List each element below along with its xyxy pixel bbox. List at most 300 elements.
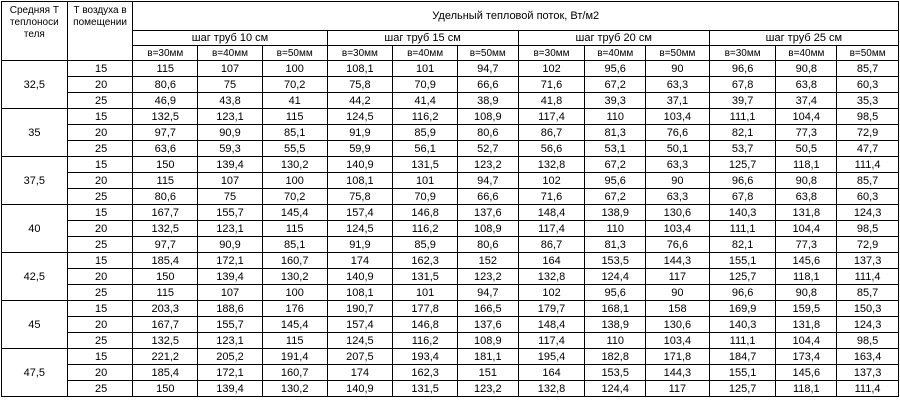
heat-flux-value-cell: 172,1 (198, 253, 263, 269)
heat-flux-value-cell: 158 (646, 301, 710, 317)
heat-flux-value-cell: 115 (133, 173, 198, 189)
heat-flux-value-cell: 150,3 (837, 301, 899, 317)
heat-flux-value-cell: 76,6 (646, 125, 710, 141)
heat-flux-value-cell: 145,6 (776, 253, 837, 269)
heat-flux-value-cell: 193,4 (393, 349, 458, 365)
heat-flux-value-cell: 80,6 (457, 125, 518, 141)
heat-flux-value-cell: 137,6 (457, 317, 518, 333)
heat-flux-value-cell: 63,6 (133, 141, 198, 157)
header-coolant-temperature: Средняя Т теплоноси теля (2, 2, 68, 61)
heat-flux-value-cell: 140,9 (327, 157, 393, 173)
header-thickness-40: в=40мм (776, 46, 837, 61)
heat-flux-value-cell: 155,7 (198, 317, 263, 333)
heat-flux-value-cell: 115 (133, 61, 198, 77)
heat-flux-value-cell: 117,4 (518, 109, 585, 125)
heat-flux-value-cell: 146,8 (393, 205, 458, 221)
header-row-thickness (2, 46, 899, 61)
heat-flux-value-cell: 60,3 (837, 77, 899, 93)
heat-flux-value-cell: 66,6 (457, 77, 518, 93)
heat-flux-value-cell: 118,1 (776, 157, 837, 173)
heat-flux-value-cell: 63,3 (646, 189, 710, 205)
heat-flux-value-cell: 77,3 (776, 237, 837, 253)
air-temperature-cell: 20 (67, 221, 133, 237)
heat-flux-value-cell: 90 (646, 61, 710, 77)
table-row (2, 77, 899, 93)
header-thickness-50: в=50мм (646, 46, 710, 61)
header-thickness-40: в=40мм (393, 46, 458, 61)
heat-flux-value-cell: 125,7 (709, 381, 776, 397)
heat-flux-value-cell: 103,4 (646, 221, 710, 237)
table-row (2, 189, 899, 205)
heat-flux-value-cell: 145,4 (262, 317, 327, 333)
heat-flux-value-cell: 116,2 (393, 333, 458, 349)
heat-flux-value-cell: 117 (646, 381, 710, 397)
heat-flux-value-cell: 59,9 (327, 141, 393, 157)
heat-flux-value-cell: 140,3 (709, 317, 776, 333)
table-row (2, 157, 899, 173)
heat-flux-value-cell: 70,9 (393, 77, 458, 93)
heat-flux-value-cell: 168,1 (585, 301, 646, 317)
heat-flux-value-cell: 63,8 (776, 77, 837, 93)
heat-flux-value-cell: 75 (198, 77, 263, 93)
heat-flux-value-cell: 103,4 (646, 333, 710, 349)
heat-flux-value-cell: 60,3 (837, 189, 899, 205)
heat-flux-value-cell: 100 (262, 173, 327, 189)
heat-flux-value-cell: 166,5 (457, 301, 518, 317)
heat-flux-value-cell: 191,4 (262, 349, 327, 365)
heat-flux-value-cell: 85,1 (262, 237, 327, 253)
heat-flux-value-cell: 176 (262, 301, 327, 317)
heat-flux-value-cell: 110 (585, 333, 646, 349)
heat-flux-value-cell: 203,3 (133, 301, 198, 317)
heat-flux-value-cell: 132,8 (518, 269, 585, 285)
heat-flux-value-cell: 164 (518, 365, 585, 381)
header-pipe-step-15: шаг труб 15 см (327, 31, 518, 46)
heat-flux-value-cell: 130,2 (262, 381, 327, 397)
table-row (2, 269, 899, 285)
heat-flux-value-cell: 169,9 (709, 301, 776, 317)
heat-flux-value-cell: 130,6 (646, 205, 710, 221)
heat-flux-value-cell: 108,1 (327, 285, 393, 301)
heat-flux-value-cell: 172,1 (198, 365, 263, 381)
heat-flux-value-cell: 150 (133, 157, 198, 173)
heat-flux-value-cell: 205,2 (198, 349, 263, 365)
heat-flux-value-cell: 148,4 (518, 205, 585, 221)
heat-flux-value-cell: 70,9 (393, 189, 458, 205)
air-temperature-cell: 15 (67, 253, 133, 269)
heat-flux-value-cell: 140,3 (709, 205, 776, 221)
header-pipe-step-25: шаг труб 25 см (709, 31, 898, 46)
heat-flux-value-cell: 124,4 (585, 269, 646, 285)
air-temperature-cell: 20 (67, 365, 133, 381)
air-temperature-cell: 25 (67, 333, 133, 349)
heat-flux-value-cell: 108,9 (457, 221, 518, 237)
heat-flux-value-cell: 138,9 (585, 205, 646, 221)
header-thickness-50: в=50мм (457, 46, 518, 61)
heat-flux-value-cell: 115 (262, 109, 327, 125)
heat-flux-value-cell: 98,5 (837, 109, 899, 125)
heat-flux-value-cell: 67,8 (709, 189, 776, 205)
table-row (2, 93, 899, 109)
heat-flux-value-cell: 104,4 (776, 221, 837, 237)
air-temperature-cell: 20 (67, 77, 133, 93)
heat-flux-value-cell: 151 (457, 365, 518, 381)
table-row (2, 237, 899, 253)
heat-flux-value-cell: 123,1 (198, 221, 263, 237)
heat-flux-value-cell: 115 (262, 221, 327, 237)
heat-flux-value-cell: 207,5 (327, 349, 393, 365)
heat-flux-value-cell: 104,4 (776, 109, 837, 125)
heat-flux-value-cell: 85,9 (393, 237, 458, 253)
table-row (2, 381, 899, 397)
table-row (2, 301, 899, 317)
air-temperature-cell: 15 (67, 349, 133, 365)
heat-flux-value-cell: 162,3 (393, 253, 458, 269)
heat-flux-value-cell: 82,1 (709, 237, 776, 253)
coolant-temperature-cell: 45 (2, 301, 68, 349)
heat-flux-value-cell: 118,1 (776, 269, 837, 285)
heat-flux-value-cell: 182,8 (585, 349, 646, 365)
heat-flux-value-cell: 152 (457, 253, 518, 269)
heat-flux-value-cell: 50,1 (646, 141, 710, 157)
heat-flux-value-cell: 80,6 (133, 77, 198, 93)
heat-flux-value-cell: 67,2 (585, 189, 646, 205)
heat-flux-value-cell: 195,4 (518, 349, 585, 365)
heat-flux-value-cell: 63,3 (646, 157, 710, 173)
heat-flux-value-cell: 137,3 (837, 253, 899, 269)
heat-flux-value-cell: 98,5 (837, 221, 899, 237)
coolant-temperature-cell: 42,5 (2, 253, 68, 301)
heat-flux-value-cell: 111,1 (709, 333, 776, 349)
heat-flux-value-cell: 86,7 (518, 125, 585, 141)
heat-flux-value-cell: 90 (646, 285, 710, 301)
heat-flux-value-cell: 144,3 (646, 365, 710, 381)
coolant-temperature-cell: 40 (2, 205, 68, 253)
heat-flux-value-cell: 55,5 (262, 141, 327, 157)
header-thickness-30: в=30мм (518, 46, 585, 61)
air-temperature-cell: 15 (67, 157, 133, 173)
heat-flux-value-cell: 75,8 (327, 189, 393, 205)
heat-flux-value-cell: 131,5 (393, 157, 458, 173)
heat-flux-value-cell: 164 (518, 253, 585, 269)
heat-flux-value-cell: 123,2 (457, 269, 518, 285)
heat-flux-value-cell: 131,8 (776, 205, 837, 221)
heat-flux-value-cell: 86,7 (518, 237, 585, 253)
heat-flux-value-cell: 67,2 (585, 157, 646, 173)
air-temperature-cell: 20 (67, 269, 133, 285)
table-header (2, 2, 899, 61)
heat-flux-value-cell: 63,3 (646, 77, 710, 93)
heat-flux-value-cell: 96,6 (709, 173, 776, 189)
heat-flux-value-cell: 184,7 (709, 349, 776, 365)
heat-flux-value-cell: 137,6 (457, 205, 518, 221)
heat-flux-value-cell: 132,5 (133, 109, 198, 125)
heat-flux-value-cell: 50,5 (776, 141, 837, 157)
heat-flux-value-cell: 124,4 (585, 381, 646, 397)
heat-flux-value-cell: 41 (262, 93, 327, 109)
heat-flux-value-cell: 43,8 (198, 93, 263, 109)
heat-flux-value-cell: 80,6 (133, 189, 198, 205)
heat-flux-value-cell: 37,4 (776, 93, 837, 109)
heat-flux-value-cell: 41,8 (518, 93, 585, 109)
heat-flux-value-cell: 190,7 (327, 301, 393, 317)
air-temperature-cell: 25 (67, 189, 133, 205)
heat-flux-value-cell: 101 (393, 173, 458, 189)
air-temperature-cell: 15 (67, 205, 133, 221)
table-row (2, 109, 899, 125)
heat-flux-value-cell: 81,3 (585, 237, 646, 253)
heat-flux-value-cell: 94,7 (457, 173, 518, 189)
heat-flux-value-cell: 82,1 (709, 125, 776, 141)
heat-flux-value-cell: 148,4 (518, 317, 585, 333)
heat-flux-value-cell: 159,5 (776, 301, 837, 317)
air-temperature-cell: 20 (67, 125, 133, 141)
heat-flux-value-cell: 75,8 (327, 77, 393, 93)
table-body (2, 61, 899, 397)
heat-flux-value-cell: 90,8 (776, 285, 837, 301)
heat-flux-value-cell: 132,8 (518, 157, 585, 173)
heat-flux-value-cell: 111,1 (709, 109, 776, 125)
coolant-temperature-cell: 37,5 (2, 157, 68, 205)
heat-flux-value-cell: 177,8 (393, 301, 458, 317)
heat-flux-value-cell: 131,5 (393, 269, 458, 285)
air-temperature-cell: 15 (67, 301, 133, 317)
heat-flux-value-cell: 155,7 (198, 205, 263, 221)
heat-flux-value-cell: 67,2 (585, 77, 646, 93)
heat-flux-value-cell: 108,1 (327, 61, 393, 77)
heat-flux-value-cell: 104,4 (776, 333, 837, 349)
heat-flux-value-cell: 85,7 (837, 61, 899, 77)
coolant-temperature-cell: 47,5 (2, 349, 68, 397)
heat-flux-value-cell: 139,4 (198, 157, 263, 173)
heat-flux-value-cell: 52,7 (457, 141, 518, 157)
heat-flux-value-cell: 116,2 (393, 109, 458, 125)
heat-flux-value-cell: 100 (262, 61, 327, 77)
heat-flux-value-cell: 71,6 (518, 189, 585, 205)
header-pipe-step-10: шаг труб 10 см (133, 31, 327, 46)
heat-flux-value-cell: 140,9 (327, 269, 393, 285)
table-row (2, 333, 899, 349)
heat-flux-value-cell: 37,1 (646, 93, 710, 109)
heat-flux-value-cell: 167,7 (133, 317, 198, 333)
heat-flux-value-cell: 174 (327, 253, 393, 269)
header-thickness-40: в=40мм (198, 46, 263, 61)
heat-flux-value-cell: 173,4 (776, 349, 837, 365)
heat-flux-value-cell: 103,4 (646, 109, 710, 125)
heat-flux-value-cell: 146,8 (393, 317, 458, 333)
coolant-temperature-cell: 32,5 (2, 61, 68, 109)
heat-flux-value-cell: 107 (198, 285, 263, 301)
heat-flux-table (1, 1, 899, 397)
heat-flux-value-cell: 145,4 (262, 205, 327, 221)
heat-flux-value-cell: 44,2 (327, 93, 393, 109)
heat-flux-value-cell: 130,2 (262, 269, 327, 285)
heat-flux-value-cell: 185,4 (133, 365, 198, 381)
heat-flux-value-cell: 157,4 (327, 317, 393, 333)
heat-flux-value-cell: 100 (262, 285, 327, 301)
heat-flux-value-cell: 145,6 (776, 365, 837, 381)
heat-flux-value-cell: 94,7 (457, 61, 518, 77)
heat-flux-value-cell: 111,1 (709, 221, 776, 237)
heat-flux-value-cell: 188,6 (198, 301, 263, 317)
heat-flux-value-cell: 98,5 (837, 333, 899, 349)
heat-flux-value-cell: 153,5 (585, 253, 646, 269)
heat-flux-value-cell: 117 (646, 269, 710, 285)
heat-flux-value-cell: 155,1 (709, 365, 776, 381)
heat-flux-value-cell: 150 (133, 381, 198, 397)
header-thickness-50: в=50мм (837, 46, 899, 61)
table-row (2, 125, 899, 141)
heat-flux-value-cell: 111,4 (837, 269, 899, 285)
heat-flux-value-cell: 139,4 (198, 269, 263, 285)
heat-flux-value-cell: 125,7 (709, 269, 776, 285)
heat-flux-value-cell: 95,6 (585, 61, 646, 77)
heat-flux-value-cell: 39,7 (709, 93, 776, 109)
heat-flux-value-cell: 70,2 (262, 77, 327, 93)
heat-flux-value-cell: 91,9 (327, 237, 393, 253)
heat-flux-value-cell: 72,9 (837, 125, 899, 141)
heat-flux-value-cell: 123,2 (457, 381, 518, 397)
heat-flux-value-cell: 118,1 (776, 381, 837, 397)
heat-flux-value-cell: 130,2 (262, 157, 327, 173)
header-thickness-50: в=50мм (262, 46, 327, 61)
heat-flux-value-cell: 115 (262, 333, 327, 349)
heat-flux-value-cell: 102 (518, 285, 585, 301)
heat-flux-value-cell: 38,9 (457, 93, 518, 109)
air-temperature-cell: 25 (67, 237, 133, 253)
heat-flux-value-cell: 85,7 (837, 285, 899, 301)
heat-flux-value-cell: 85,9 (393, 125, 458, 141)
heat-flux-value-cell: 125,7 (709, 157, 776, 173)
table-row (2, 349, 899, 365)
heat-flux-value-cell: 131,5 (393, 381, 458, 397)
header-specific-heat-flux: Удельный тепловой поток, Вт/м2 (133, 2, 899, 31)
heat-flux-value-cell: 124,3 (837, 317, 899, 333)
heat-flux-value-cell: 107 (198, 173, 263, 189)
heat-flux-value-cell: 53,1 (585, 141, 646, 157)
heat-flux-value-cell: 115 (133, 285, 198, 301)
heat-flux-value-cell: 101 (393, 285, 458, 301)
table-row (2, 173, 899, 189)
heat-flux-value-cell: 85,1 (262, 125, 327, 141)
heat-flux-value-cell: 150 (133, 269, 198, 285)
heat-flux-value-cell: 67,8 (709, 77, 776, 93)
table-row (2, 221, 899, 237)
heat-flux-value-cell: 108,9 (457, 109, 518, 125)
heat-flux-value-cell: 75 (198, 189, 263, 205)
heat-flux-value-cell: 85,7 (837, 173, 899, 189)
header-thickness-30: в=30мм (327, 46, 393, 61)
table-row (2, 61, 899, 77)
heat-flux-value-cell: 97,7 (133, 125, 198, 141)
heat-flux-value-cell: 139,4 (198, 381, 263, 397)
heat-flux-value-cell: 116,2 (393, 221, 458, 237)
heat-flux-value-cell: 131,8 (776, 317, 837, 333)
air-temperature-cell: 20 (67, 317, 133, 333)
heat-flux-value-cell: 181,1 (457, 349, 518, 365)
heat-flux-value-cell: 160,7 (262, 253, 327, 269)
heat-flux-value-cell: 108,1 (327, 173, 393, 189)
heat-flux-value-cell: 171,8 (646, 349, 710, 365)
heat-flux-value-cell: 132,5 (133, 333, 198, 349)
heat-flux-value-cell: 102 (518, 61, 585, 77)
heat-flux-value-cell: 138,9 (585, 317, 646, 333)
heat-flux-value-cell: 56,1 (393, 141, 458, 157)
heat-flux-value-cell: 179,7 (518, 301, 585, 317)
heat-flux-value-cell: 160,7 (262, 365, 327, 381)
heat-flux-value-cell: 221,2 (133, 349, 198, 365)
heat-flux-value-cell: 80,6 (457, 237, 518, 253)
heat-flux-value-cell: 185,4 (133, 253, 198, 269)
header-row-flux (2, 2, 899, 31)
heat-flux-value-cell: 72,9 (837, 237, 899, 253)
air-temperature-cell: 20 (67, 173, 133, 189)
heat-flux-value-cell: 155,1 (709, 253, 776, 269)
header-thickness-30: в=30мм (133, 46, 198, 61)
heat-flux-value-cell: 124,3 (837, 205, 899, 221)
heat-flux-value-cell: 123,2 (457, 157, 518, 173)
heat-flux-value-cell: 144,3 (646, 253, 710, 269)
heat-flux-value-cell: 123,1 (198, 333, 263, 349)
heat-flux-value-cell: 96,6 (709, 285, 776, 301)
heat-flux-value-cell: 39,3 (585, 93, 646, 109)
heat-flux-value-cell: 41,4 (393, 93, 458, 109)
table-row (2, 141, 899, 157)
heat-flux-value-cell: 124,5 (327, 333, 393, 349)
air-temperature-cell: 15 (67, 109, 133, 125)
heat-flux-value-cell: 35,3 (837, 93, 899, 109)
heat-flux-value-cell: 90,8 (776, 61, 837, 77)
heat-flux-value-cell: 137,3 (837, 365, 899, 381)
heat-flux-value-cell: 123,1 (198, 109, 263, 125)
air-temperature-cell: 25 (67, 381, 133, 397)
heat-flux-value-cell: 81,3 (585, 125, 646, 141)
heat-flux-value-cell: 153,5 (585, 365, 646, 381)
table-row (2, 285, 899, 301)
heat-flux-value-cell: 140,9 (327, 381, 393, 397)
heat-flux-value-cell: 124,5 (327, 109, 393, 125)
heat-flux-value-cell: 101 (393, 61, 458, 77)
heat-flux-value-cell: 90,9 (198, 237, 263, 253)
heat-flux-value-cell: 95,6 (585, 173, 646, 189)
heat-flux-value-cell: 124,5 (327, 221, 393, 237)
heat-flux-value-cell: 163,4 (837, 349, 899, 365)
heat-flux-value-cell: 47,7 (837, 141, 899, 157)
air-temperature-cell: 25 (67, 93, 133, 109)
header-room-air-temperature: Т воздуха в помещении (67, 2, 133, 61)
header-thickness-30: в=30мм (709, 46, 776, 61)
table-row (2, 253, 899, 269)
heat-flux-value-cell: 95,6 (585, 285, 646, 301)
air-temperature-cell: 25 (67, 141, 133, 157)
heat-flux-value-cell: 63,8 (776, 189, 837, 205)
heat-flux-value-cell: 90 (646, 173, 710, 189)
heat-flux-value-cell: 117,4 (518, 221, 585, 237)
heat-flux-value-cell: 90,9 (198, 125, 263, 141)
heat-flux-value-cell: 71,6 (518, 77, 585, 93)
heat-flux-value-cell: 96,6 (709, 61, 776, 77)
heat-flux-value-cell: 167,7 (133, 205, 198, 221)
heat-flux-value-cell: 157,4 (327, 205, 393, 221)
heat-flux-value-cell: 53,7 (709, 141, 776, 157)
heat-flux-value-cell: 46,9 (133, 93, 198, 109)
heat-flux-value-cell: 111,4 (837, 381, 899, 397)
heat-flux-value-cell: 66,6 (457, 189, 518, 205)
heat-flux-value-cell: 102 (518, 173, 585, 189)
heat-flux-value-cell: 108,9 (457, 333, 518, 349)
heat-flux-value-cell: 110 (585, 109, 646, 125)
heat-flux-value-cell: 56,6 (518, 141, 585, 157)
